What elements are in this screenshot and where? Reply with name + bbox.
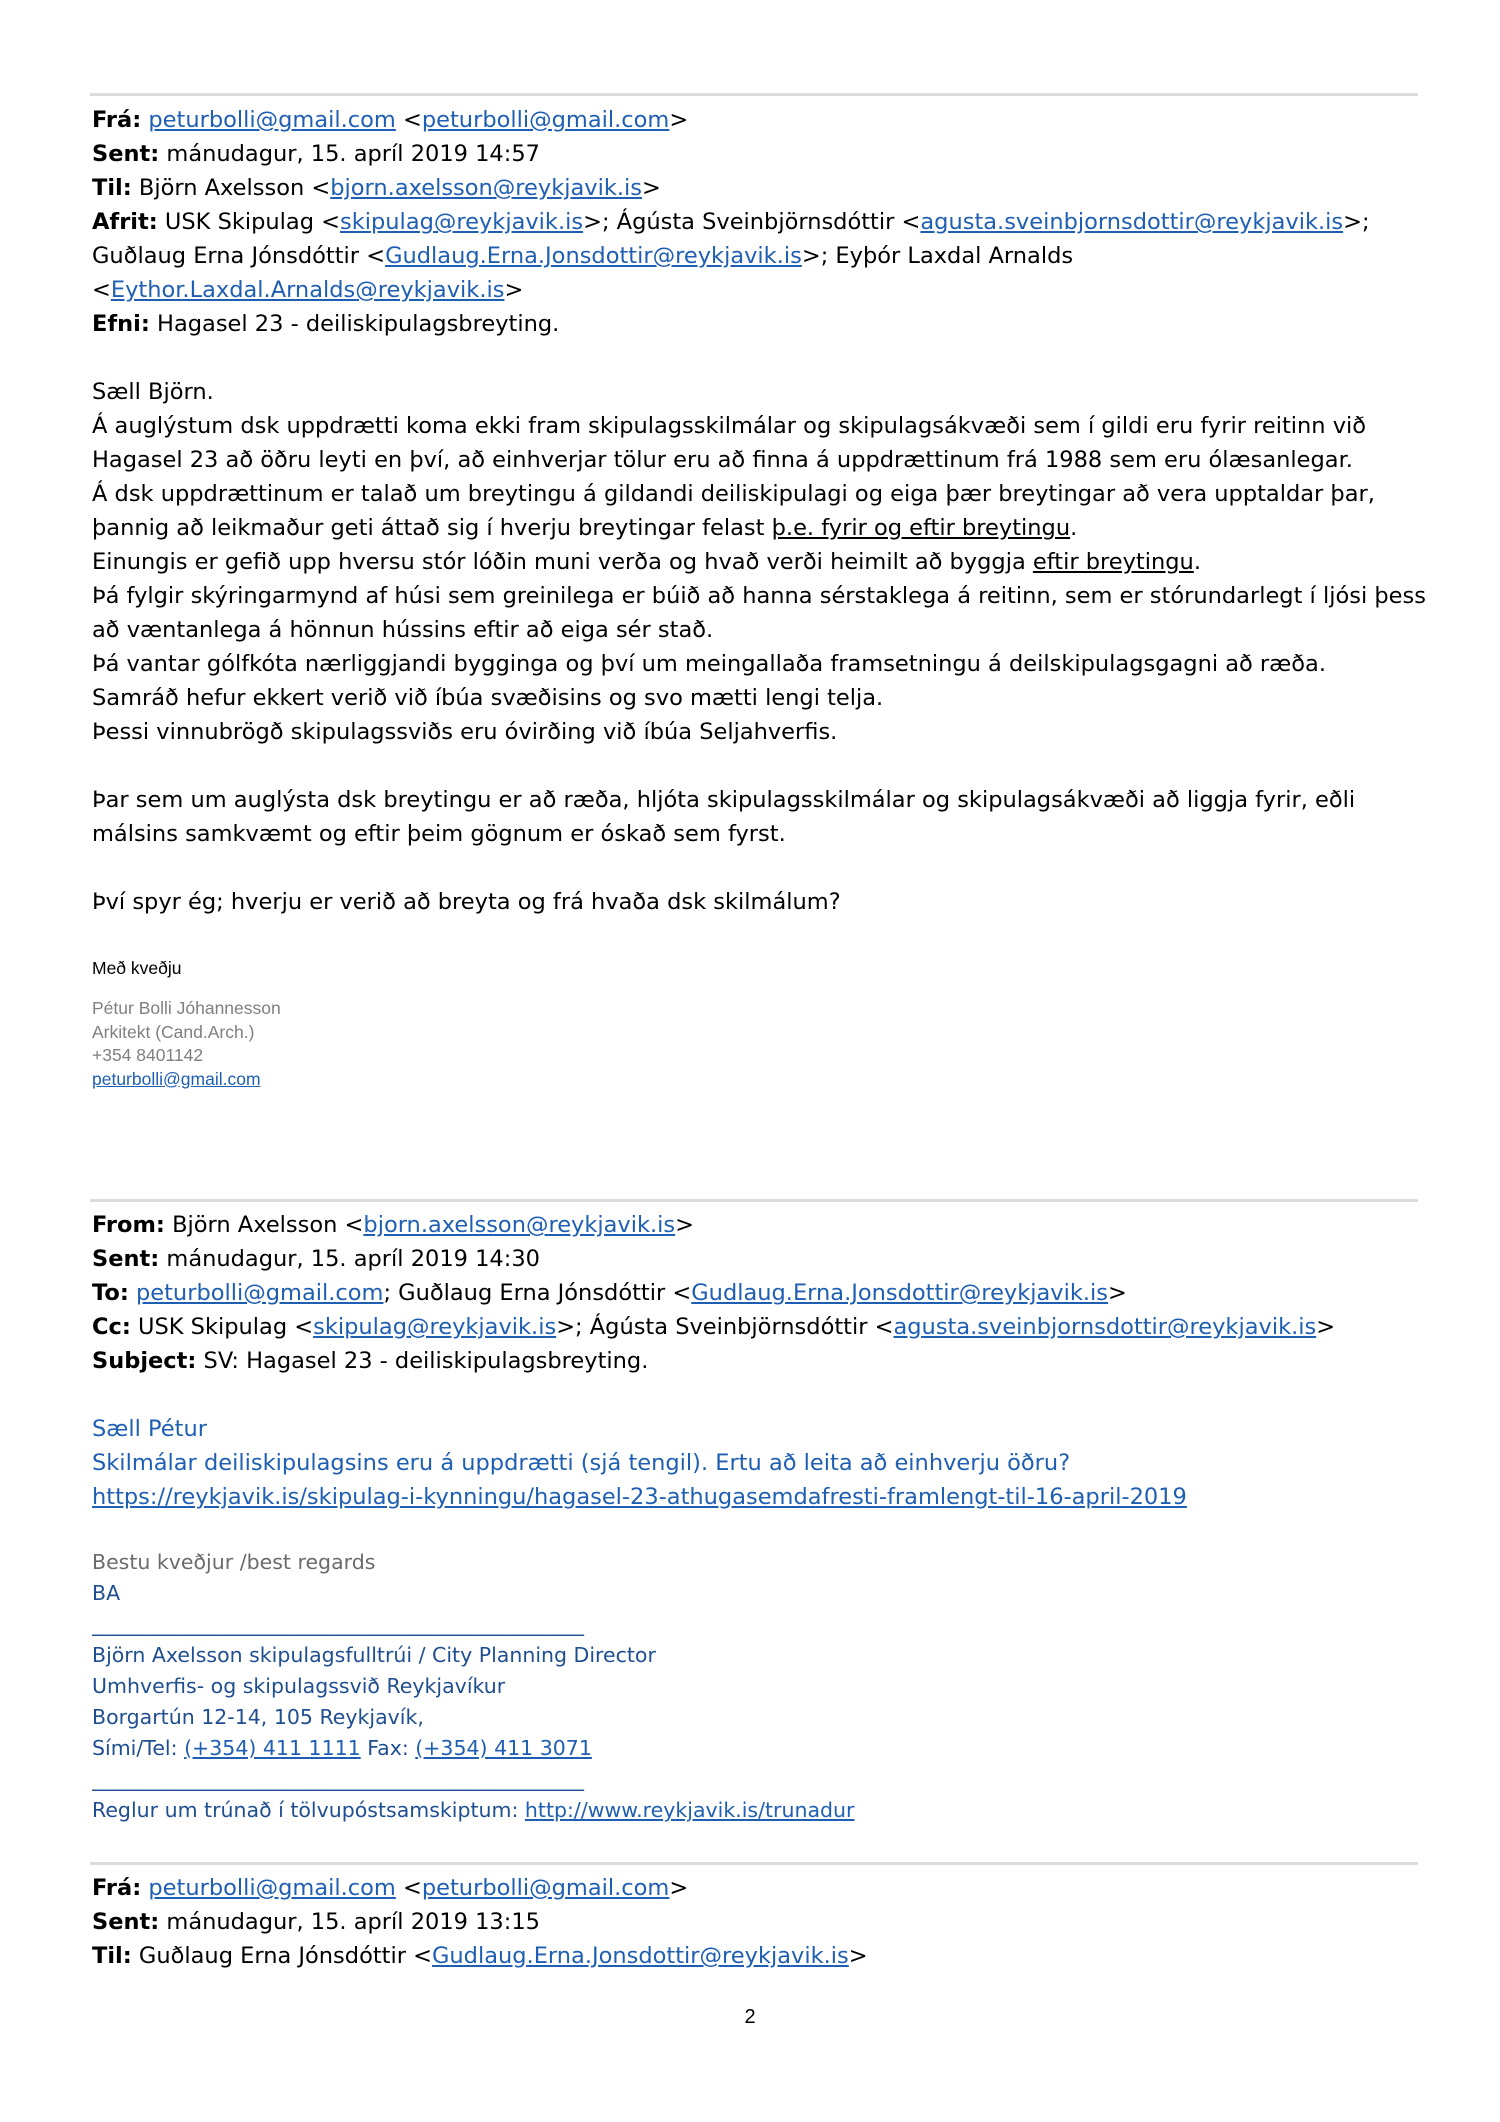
- cc-email-link[interactable]: Gudlaug.Erna.Jonsdottir@reykjavik.is: [385, 243, 802, 269]
- email-1-signature: [92, 955, 1422, 1091]
- header-rule: [90, 93, 1418, 96]
- recipient-email-link[interactable]: Gudlaug.Erna.Jonsdottir@reykjavik.is: [691, 1280, 1109, 1306]
- signature-closing: Með kveðju: [92, 958, 182, 978]
- recipient-email-link[interactable]: Gudlaug.Erna.Jonsdottir@reykjavik.is: [431, 1943, 849, 1969]
- signature-name: Pétur Bolli Jóhannesson: [92, 998, 281, 1018]
- phone-link[interactable]: (+354) 411 1111: [184, 1736, 361, 1760]
- cc-line: Cc: USK Skipulag <skipulag@reykjavik.is>; Ágústa Sveinbjörnsdóttir <agusta.sveinbjornsdottir@reykjavik.is>: [92, 1314, 1336, 1340]
- body-line: Skilmálar deiliskipulagsins eru á uppdrætti (sjá tengil). Ertu að leita að einhverju öðru?: [92, 1450, 1071, 1476]
- signature-phone: +354 8401142: [92, 1045, 204, 1065]
- email-2-header: [92, 1208, 1422, 1378]
- email-3-header: [92, 1871, 1422, 1973]
- email-1-body: [92, 375, 1426, 749]
- email-1-header: [92, 103, 1422, 341]
- from-line: Frá: peturbolli@gmail.com <peturbolli@gmail.com>: [92, 1875, 689, 1901]
- to-line: To: peturbolli@gmail.com; Guðlaug Erna Jónsdóttir <Gudlaug.Erna.Jonsdottir@reykjavik.is>: [92, 1280, 1127, 1306]
- greeting: Sæll Björn.: [92, 379, 214, 405]
- email-1-body-2: [92, 783, 1422, 851]
- to-line: Til: Guðlaug Erna Jónsdóttir <Gudlaug.Erna.Jonsdottir@reykjavik.is>: [92, 1943, 868, 1969]
- recipient-email-link[interactable]: bjorn.axelsson@reykjavik.is: [330, 175, 642, 201]
- body-line: Þá fylgir skýringarmynd af húsi sem greinilega er búið að hanna sérstaklega á reitinn, sem er stórundarlegt í ljósi þess: [92, 583, 1426, 609]
- email-2-signature: [92, 1547, 1422, 1826]
- from-line: Frá: peturbolli@gmail.com <peturbolli@gmail.com>: [92, 107, 689, 133]
- body-line: Samráð hefur ekkert verið við íbúa svæðisins og svo mætti lengi telja.: [92, 685, 884, 711]
- recipient-email-link[interactable]: peturbolli@gmail.com: [135, 1280, 384, 1306]
- signature-email-link[interactable]: peturbolli@gmail.com: [92, 1068, 261, 1089]
- page-number: 2: [744, 2006, 756, 2028]
- header-rule: [90, 1199, 1418, 1202]
- header-rule: [90, 1862, 1418, 1865]
- cc-line-cont: Guðlaug Erna Jónsdóttir <Gudlaug.Erna.Jonsdottir@reykjavik.is>; Eyþór Laxdal Arnalds: [92, 243, 1074, 269]
- body-line: Þessi vinnubrögð skipulagssviðs eru óvirðing við íbúa Seljahverfis.: [92, 719, 838, 745]
- signature-separator: ________________________________________________: [92, 1767, 584, 1791]
- subject-line: Efni: Hagasel 23 - deiliskipulagsbreyting.: [92, 311, 560, 337]
- sender-email-link-2[interactable]: peturbolli@gmail.com: [421, 1875, 670, 1901]
- regards: Bestu kveðjur /best regards: [92, 1550, 376, 1574]
- sent-line: Sent: mánudagur, 15. apríl 2019 14:30: [92, 1246, 540, 1272]
- sender-email-link[interactable]: peturbolli@gmail.com: [148, 1875, 396, 1901]
- signature-separator: ________________________________________________: [92, 1612, 584, 1636]
- cc-email-link[interactable]: agusta.sveinbjornsdottir@reykjavik.is: [893, 1314, 1317, 1340]
- signature-phone: Sími/Tel: (+354) 411 1111 Fax: (+354) 411 3071: [92, 1736, 592, 1760]
- body-line: Hagasel 23 að öðru leyti en því, að einhverjar tölur eru að finna á uppdrættinum frá 1988 sem eru ólæsanlegar.: [92, 447, 1353, 473]
- sent-line: Sent: mánudagur, 15. apríl 2019 14:57: [92, 141, 540, 167]
- sent-line: Sent: mánudagur, 15. apríl 2019 13:15: [92, 1909, 540, 1935]
- body-line: að væntanlega á hönnun hússins eftir að eiga sér stað.: [92, 617, 714, 643]
- signature-line: Borgartún 12-14, 105 Reykjavík,: [92, 1705, 424, 1729]
- email-2-body: [92, 1412, 1422, 1514]
- cc-email-link[interactable]: skipulag@reykjavik.is: [313, 1314, 557, 1340]
- cc-email-link[interactable]: Eythor.Laxdal.Arnalds@reykjavik.is: [110, 277, 505, 303]
- to-line: Til: Björn Axelsson <bjorn.axelsson@reykjavik.is>: [92, 175, 661, 201]
- confidentiality-link[interactable]: http://www.reykjavik.is/trunadur: [524, 1798, 855, 1822]
- planning-link[interactable]: https://reykjavik.is/skipulag-i-kynningu/hagasel-23-athugasemdafresti-framlengt-til-16-april-2019: [92, 1484, 1187, 1510]
- body-line: Á auglýstum dsk uppdrætti koma ekki fram skipulagsskilmálar og skipulagsákvæði sem í gildi eru fyrir reitinn við: [92, 413, 1367, 439]
- body-line: Á dsk uppdrættinum er talað um breytingu á gildandi deiliskipulagi og eiga þær breytingar að vera upptaldar þar,: [92, 481, 1375, 507]
- subject-line: Subject: SV: Hagasel 23 - deiliskipulagsbreyting.: [92, 1348, 649, 1374]
- body-line: þannig að leikmaður geti áttað sig í hverju breytingar felast þ.e. fyrir og eftir breytingu.: [92, 515, 1078, 541]
- body-line: Þar sem um auglýsta dsk breytingu er að ræða, hljóta skipulagsskilmálar og skipulagsákvæði að liggja fyrir, eðli: [92, 787, 1356, 813]
- cc-line-cont: <Eythor.Laxdal.Arnalds@reykjavik.is>: [92, 277, 524, 303]
- greeting: Sæll Pétur: [92, 1416, 207, 1442]
- email-1-question: [92, 885, 1422, 919]
- body-line: Þá vantar gólfkóta nærliggjandi bygginga og því um meingallaða framsetningu á deilskipulagsgagni að ræða.: [92, 651, 1326, 677]
- body-line: málsins samkvæmt og eftir þeim gögnum er óskað sem fyrst.: [92, 821, 786, 847]
- sender-email-link[interactable]: peturbolli@gmail.com: [148, 107, 396, 133]
- confidentiality-line: Reglur um trúnað í tölvupóstsamskiptum: http://www.reykjavik.is/trunadur: [92, 1798, 855, 1822]
- cc-email-link[interactable]: skipulag@reykjavik.is: [340, 209, 584, 235]
- body-line: Einungis er gefið upp hversu stór lóðin muni verða og hvað verði heimilt að byggja eftir breytingu.: [92, 549, 1201, 575]
- cc-email-link[interactable]: agusta.sveinbjornsdottir@reykjavik.is: [920, 209, 1344, 235]
- from-line: From: Björn Axelsson <bjorn.axelsson@reykjavik.is>: [92, 1212, 695, 1238]
- body-line: Því spyr ég; hverju er verið að breyta og frá hvaða dsk skilmálum?: [92, 889, 841, 915]
- signature-line: Björn Axelsson skipulagsfulltrúi / City Planning Director: [92, 1643, 656, 1667]
- sender-email-link-2[interactable]: peturbolli@gmail.com: [421, 107, 670, 133]
- cc-line: Afrit: USK Skipulag <skipulag@reykjavik.is>; Ágústa Sveinbjörnsdóttir <agusta.sveinbjornsdottir@reykjavik.is>;: [92, 209, 1370, 235]
- signature-role: Arkitekt (Cand.Arch.): [92, 1021, 255, 1042]
- initials: BA: [92, 1581, 121, 1605]
- sender-email-link[interactable]: bjorn.axelsson@reykjavik.is: [363, 1212, 676, 1238]
- signature-line: Umhverfis- og skipulagssvið Reykjavíkur: [92, 1674, 506, 1698]
- fax-link[interactable]: (+354) 411 3071: [415, 1736, 592, 1760]
